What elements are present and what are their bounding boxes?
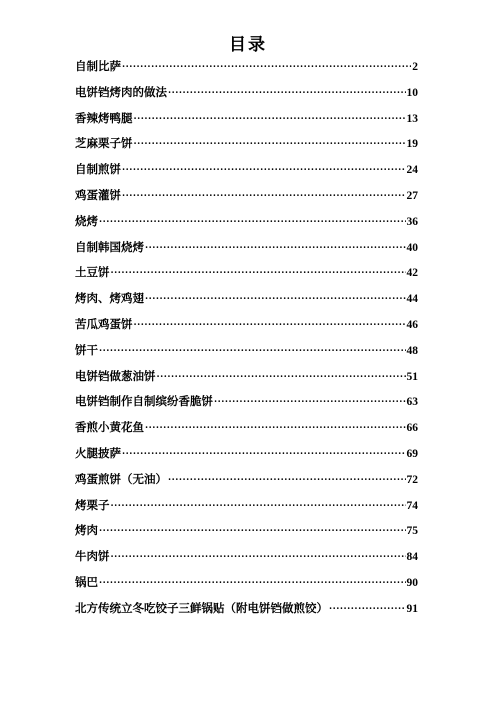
dot-leader [214,391,406,405]
toc-page-number: 40 [406,241,418,254]
toc-entry[interactable] [75,572,418,598]
dot-leader [168,469,406,483]
toc-page-number: 46 [406,318,418,331]
toc-entry-title: 电饼铛做葱油饼 [75,368,156,383]
toc-entry-title: 电饼铛制作自制缤纷香脆饼 [75,394,213,409]
toc-entry-title: 锅巴 [75,574,98,589]
dot-leader [99,520,406,534]
toc-entry[interactable] [75,82,418,108]
toc-entry-title: 北方传统立冬吃饺子三鲜锅贴（附电饼铛做煎饺） [75,600,328,615]
dot-leader [122,185,406,199]
toc-entry[interactable] [75,133,418,159]
dot-leader [122,159,406,173]
toc-entry-title: 烤肉 [75,523,98,538]
toc-entry-title: 鸡蛋灌饼 [75,187,121,202]
toc-entry[interactable] [75,288,418,314]
toc-entry-title: 苦瓜鸡蛋饼 [75,316,133,331]
toc-page-number: 48 [406,344,418,357]
dot-leader [145,237,406,251]
toc-page-number: 84 [406,551,418,564]
toc-entry-title: 芝麻栗子饼 [75,136,133,151]
toc-entry-title: 自制比萨 [75,59,121,73]
toc-entry[interactable] [75,520,418,546]
toc-page-number: 75 [406,525,418,538]
toc-entry[interactable] [75,56,418,82]
toc-entry[interactable] [75,443,418,469]
toc-page-number: 90 [406,576,418,589]
toc-entry[interactable] [75,495,418,521]
dot-leader [134,314,406,328]
dot-leader [111,495,406,509]
toc-page-number: 74 [406,499,418,512]
toc-page-number: 72 [406,473,418,486]
dot-leader [157,366,406,380]
toc-page-number: 2 [412,61,418,73]
toc-page-number: 66 [406,422,418,435]
dot-leader [122,443,406,457]
toc-entry[interactable] [75,391,418,417]
toc-entry[interactable] [75,211,418,237]
toc-page-number: 69 [406,447,418,460]
dot-leader [134,108,406,122]
dot-leader [111,546,406,560]
toc-entry-title: 自制煎饼 [75,162,121,177]
dot-leader [145,288,406,302]
dot-leader [99,572,406,586]
toc-entry-title: 香煎小黄花鱼 [75,420,144,435]
page-title: 目录 [229,35,267,55]
toc-page-number: 36 [406,215,418,228]
toc-page-number: 44 [406,293,418,306]
toc-entry[interactable] [75,314,418,340]
dot-leader [145,417,406,431]
toc-entry[interactable] [75,469,418,495]
dot-leader [168,82,406,96]
toc-page-number: 24 [406,164,418,177]
dot-leader [99,340,406,354]
toc-entry-title: 牛肉饼 [75,549,110,564]
toc-page-number: 42 [406,267,418,280]
table-of-contents [75,56,418,624]
dot-leader [99,211,406,225]
toc-entry[interactable] [75,417,418,443]
toc-page-number: 27 [406,189,418,202]
toc-entry[interactable] [75,185,418,211]
toc-entry[interactable] [75,366,418,392]
toc-entry[interactable] [75,262,418,288]
toc-entry[interactable] [75,159,418,185]
toc-page-number: 13 [406,112,418,125]
toc-entry-title: 烤肉、烤鸡翅 [75,291,144,306]
toc-page-number: 51 [406,370,418,383]
toc-entry-title: 土豆饼 [75,265,110,280]
toc-entry[interactable] [75,546,418,572]
dot-leader [122,56,411,70]
dot-leader [329,598,406,612]
toc-page-number: 63 [406,396,418,409]
toc-entry-title: 烤栗子 [75,497,110,512]
toc-entry[interactable] [75,237,418,263]
toc-page-number: 19 [406,138,418,151]
toc-entry[interactable] [75,598,418,624]
toc-entry-title: 自制韩国烧烤 [75,239,144,254]
dot-leader [134,133,406,147]
toc-page-number: 91 [406,602,418,615]
toc-entry-title: 饼干 [75,342,98,357]
toc-entry-title: 鸡蛋煎饼（无油） [75,471,167,486]
toc-entry-title: 火腿披萨 [75,445,121,460]
toc-entry-title: 香辣烤鸭腿 [75,110,133,125]
toc-page-number: 10 [406,86,418,99]
toc-entry[interactable] [75,108,418,134]
dot-leader [111,262,406,276]
toc-entry-title: 电饼铛烤肉的做法 [75,84,167,99]
toc-entry-title: 烧烤 [75,213,98,228]
toc-entry[interactable] [75,340,418,366]
